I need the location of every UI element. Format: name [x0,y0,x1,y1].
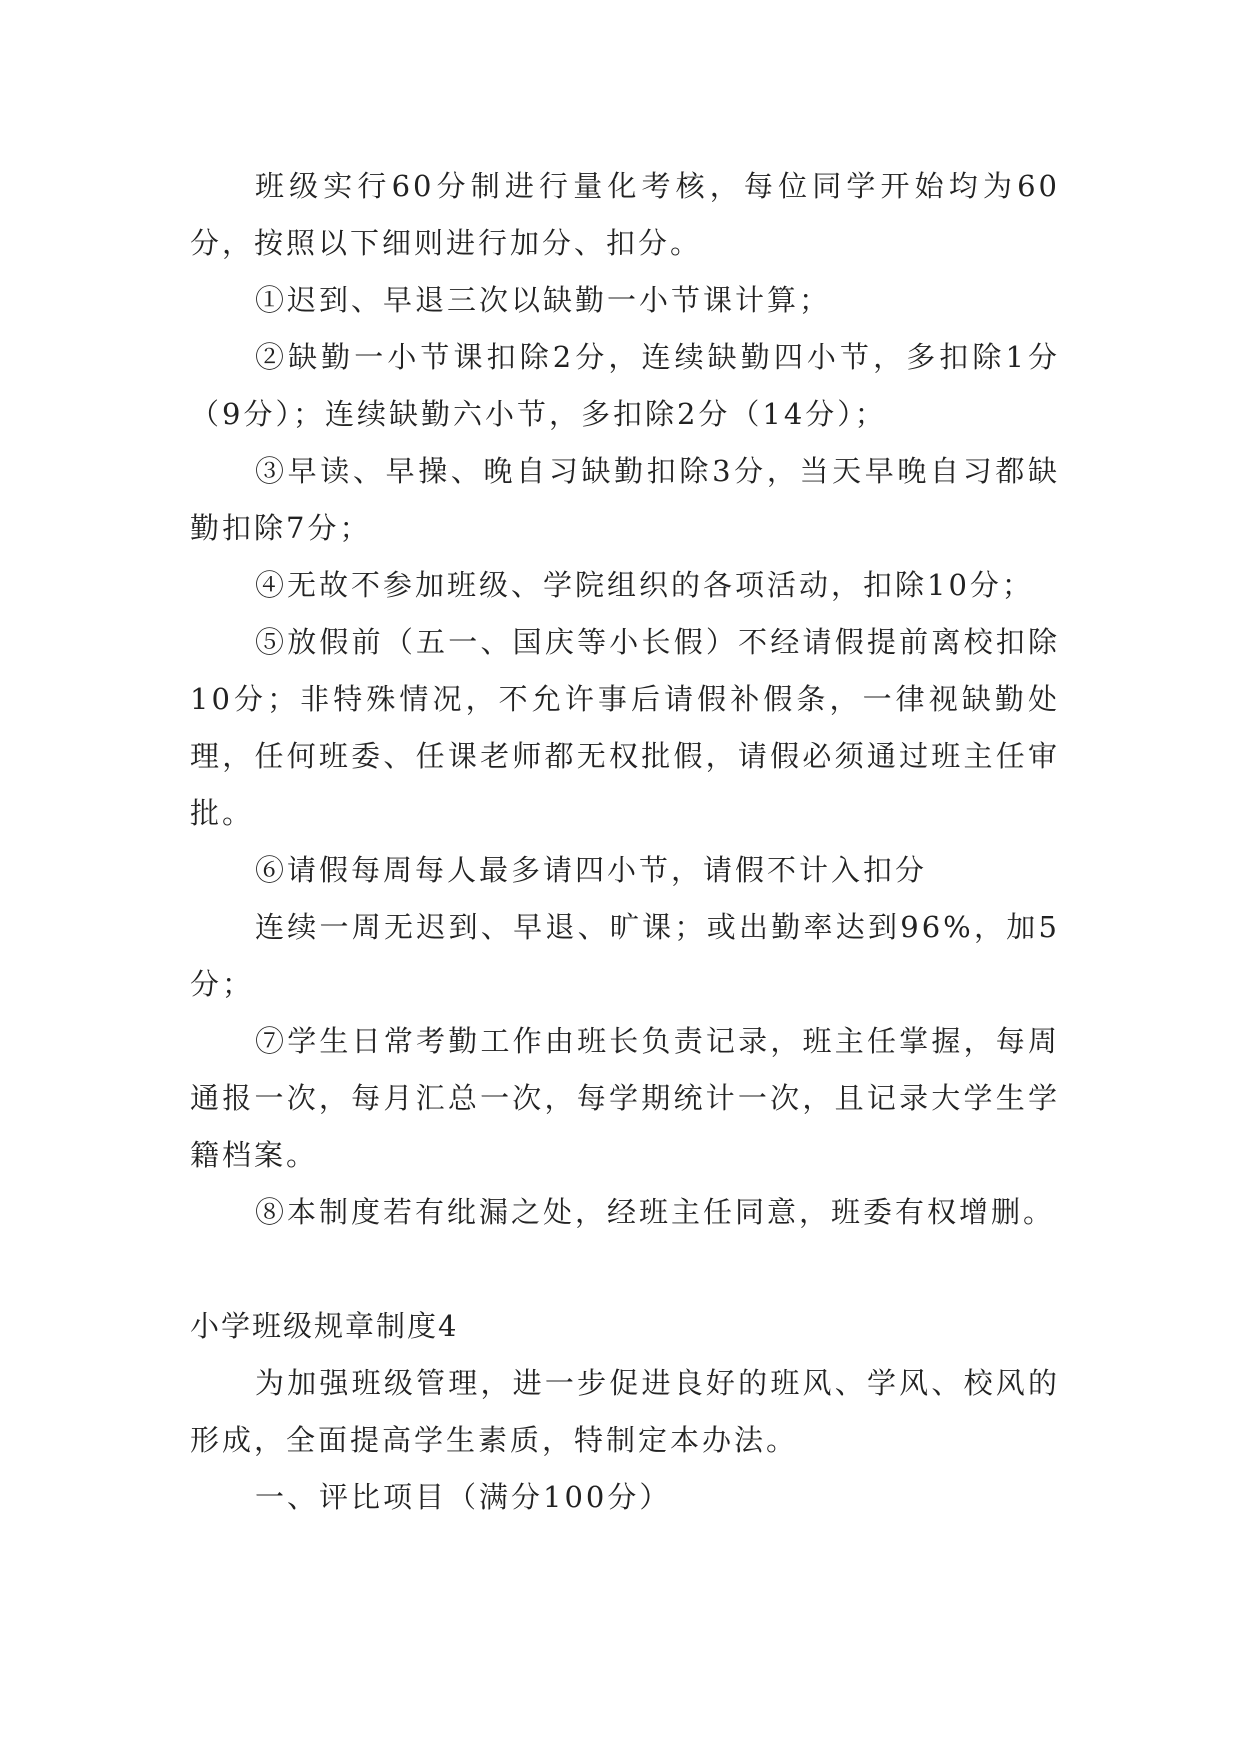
rule-item-5: ⑤放假前（五一、国庆等小长假）不经请假提前离校扣除10分；非特殊情况，不允许事后请假补假条，一律视缺勤处理，任何班委、任课老师都无权批假，请假必须通过班主任审批。 [190,625,1060,830]
bonus-rule: 连续一周无迟到、早退、旷课；或出勤率达到96%，加5分； [190,910,1060,1001]
section-heading: 小学班级规章制度4 [190,1309,459,1343]
rule-item-2: ②缺勤一小节课扣除2分，连续缺勤四小节，多扣除1分（9分）；连续缺勤六小节，多扣除2分（14分）； [190,340,1060,431]
rule-item-1: ①迟到、早退三次以缺勤一小节课计算； [255,283,832,317]
evaluation-items-heading: 一、评比项目（满分100分） [255,1480,672,1514]
rule-item-7: ⑦学生日常考勤工作由班长负责记录，班主任掌握，每周通报一次，每月汇总一次，每学期统计一次，且记录大学生学籍档案。 [190,1024,1060,1172]
rule-item-4: ④无故不参加班级、学院组织的各项活动，扣除10分； [255,568,1034,602]
paragraph-intro: 班级实行60分制进行量化考核，每位同学开始均为60分，按照以下细则进行加分、扣分。 [190,169,1060,260]
section-intro: 为加强班级管理，进一步促进良好的班风、学风、校风的形成，全面提高学生素质，特制定本办法。 [190,1366,1060,1457]
rule-item-3: ③早读、早操、晚自习缺勤扣除3分，当天早晚自习都缺勤扣除7分； [190,454,1060,545]
document-body [190,158,1060,1526]
rule-item-8: ⑧本制度若有纰漏之处，经班主任同意，班委有权增删。 [255,1195,1056,1229]
rule-item-6: ⑥请假每周每人最多请四小节，请假不计入扣分 [255,853,928,887]
